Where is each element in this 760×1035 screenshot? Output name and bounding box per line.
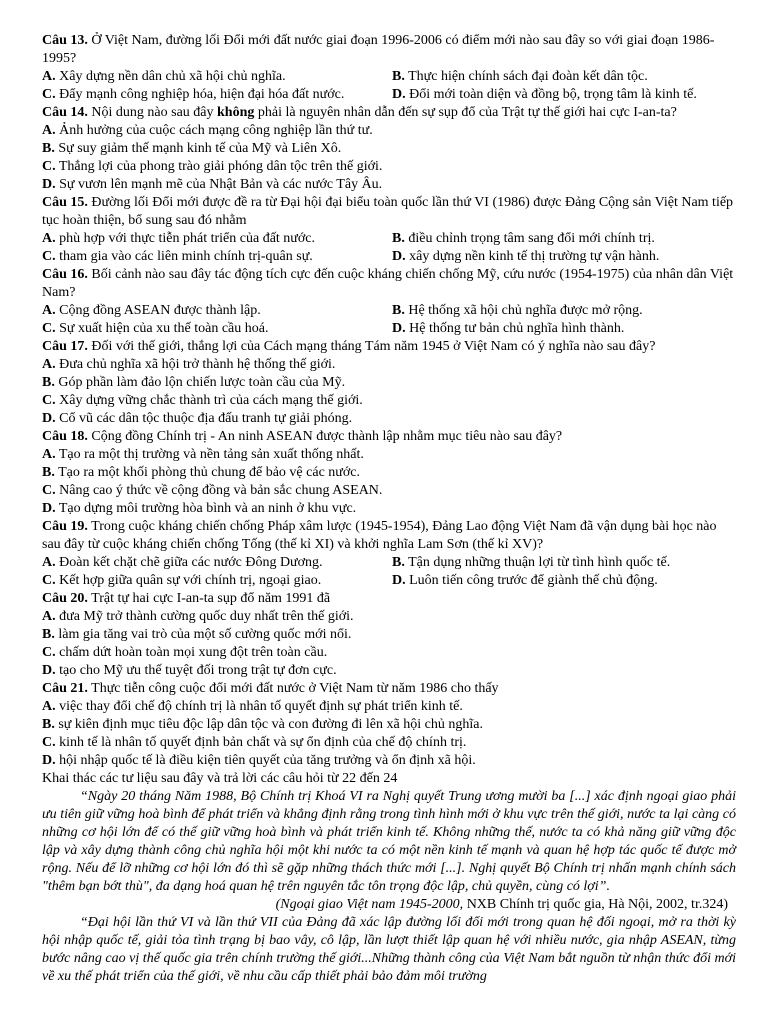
question-17: [42, 338, 736, 428]
passage-quote-1: “Ngày 20 tháng Năm 1988, Bộ Chính trị Khoá VI ra Nghị quyết Trung ương mười ba [...] xác định ngoại giao phải ưu tiên giữ vững hoà bình để phát triển và khẳng định rằng trong tình hình mới ở khu vực trên thế giới, nước ta lại càng có những cơ hội lớn để có thế giữ vững hoà bình và phát triển kinh tế. Không những thế, nước ta có khả năng giữ vững độc lập và xây dựng thành công chủ nghĩa hội một khi nước ta có một nền kinh tế mạnh và quan hệ hợp tác quốc tế được mở rộng. Nếu để lỡ những cơ hội lớn đó thì sẽ gặp những thách thức mới [...]. Nghị quyết Bộ Chính trị nhấn mạnh chính sách "thêm bạn bớt thù", đa dạng hoá quan hệ trên nguyên tắc tôn trọng độc lập, chủ quyền, cùng có lợi”.: [42, 789, 736, 894]
question-label: Câu 16.: [42, 267, 88, 282]
question-label: Câu 17.: [42, 339, 88, 354]
option-c[interactable]: C. tham gia vào các liên minh chính trị-quân sự.: [42, 249, 313, 264]
question-20-stem: Câu 20. Trật tự hai cực I-an-ta sụp đổ năm 1991 đã: [42, 591, 331, 606]
option-c[interactable]: C. Nâng cao ý thức về cộng đồng và bản sắc chung ASEAN.: [42, 483, 383, 498]
question-18: [42, 428, 736, 518]
option-b[interactable]: B. điều chỉnh trọng tâm sang đổi mới chính trị.: [392, 231, 655, 246]
option-a[interactable]: A. việc thay đổi chế độ chính trị là nhân tố quyết định sự phát triển kinh tế.: [42, 699, 463, 714]
question-label: Câu 15.: [42, 195, 88, 210]
option-c[interactable]: C. Đẩy mạnh công nghiệp hóa, hiện đại hóa đất nước.: [42, 87, 345, 102]
option-b[interactable]: B. sự kiên định mục tiêu độc lập dân tộc và con đường đi lên xã hội chủ nghĩa.: [42, 717, 483, 732]
option-a[interactable]: A. Đoàn kết chặt chẽ giữa các nước Đông Dương.: [42, 555, 323, 570]
question-21-stem: Câu 21. Thực tiễn công cuộc đổi mới đất nước ở Việt Nam từ năm 1986 cho thấy: [42, 681, 499, 696]
question-label: Câu 13.: [42, 33, 88, 48]
option-d[interactable]: D. Luôn tiến công trước để giành thế chủ động.: [392, 573, 658, 588]
question-14: [42, 104, 736, 194]
option-d[interactable]: D. Cổ vũ các dân tộc thuộc địa đấu tranh tự giải phóng.: [42, 411, 353, 426]
option-c[interactable]: C. Xây dựng vững chắc thành trì của cách mạng thế giới.: [42, 393, 363, 408]
option-c[interactable]: C. Kết hợp giữa quân sự với chính trị, ngoại giao.: [42, 573, 322, 588]
passage-source-1: (Ngoại giao Việt nam 1945-2000, NXB Chính trị quốc gia, Hà Nội, 2002, tr.324): [275, 897, 728, 912]
option-a[interactable]: A. đưa Mỹ trở thành cường quốc duy nhất trên thế giới.: [42, 609, 354, 624]
question-16-stem: Câu 16. Bối cảnh nào sau đây tác động tích cực đến cuộc kháng chiến chống Mỹ, cứu nước (1954-1975) của nhân dân Việt Nam?: [42, 267, 734, 300]
option-d[interactable]: D. hội nhập quốc tế là điều kiện tiên quyết của tăng trưởng và ổn định xã hội.: [42, 753, 476, 768]
question-label: Câu 19.: [42, 519, 88, 534]
option-d[interactable]: D. xây dựng nền kinh tế thị trường tự vận hành.: [392, 249, 660, 264]
option-a[interactable]: A. Ảnh hưởng của cuộc cách mạng công nghiệp lần thứ tư.: [42, 123, 373, 138]
option-b[interactable]: B. Tạo ra một khối phòng thủ chung để bảo vệ các nước.: [42, 465, 360, 480]
option-row: [42, 302, 736, 320]
question-21: [42, 680, 736, 770]
reading-passage: [42, 770, 736, 986]
option-a[interactable]: A. Tạo ra một thị trường và nền tảng sản xuất thống nhất.: [42, 447, 364, 462]
question-15-stem: Câu 15. Đường lối Đổi mới được đề ra từ Đại hội đại biểu toàn quốc lần thứ VI (1986) được Đảng Cộng sản Việt Nam tiếp tục hoàn thiện, bổ sung sau đó nhằm: [42, 195, 734, 228]
option-d[interactable]: D. tạo cho Mỹ ưu thế tuyệt đối trong trật tự đơn cực.: [42, 663, 337, 678]
question-13-stem: Câu 13. Ở Việt Nam, đường lối Đổi mới đất nước giai đoạn 1996-2006 có điểm mới nào sau đây so với giai đoạn 1986-1995?: [42, 33, 715, 66]
question-14-stem: Câu 14. Nội dung nào sau đây không phải là nguyên nhân dẫn đến sự sụp đổ của Trật tự thế giới hai cực I-an-ta?: [42, 105, 677, 120]
option-c[interactable]: C. Sự xuất hiện của xu thế toàn cầu hoá.: [42, 321, 269, 336]
option-row: [42, 320, 736, 338]
option-a[interactable]: A. phù hợp với thực tiễn phát triển của đất nước.: [42, 231, 316, 246]
option-row: [42, 248, 736, 266]
option-a[interactable]: A. Đưa chủ nghĩa xã hội trở thành hệ thống thế giới.: [42, 357, 336, 372]
question-label: Câu 20.: [42, 591, 88, 606]
passage-intro: Khai thác các tư liệu sau đây và trả lời các câu hỏi từ 22 đến 24: [42, 771, 398, 786]
option-c[interactable]: C. chấm dứt hoàn toàn mọi xung đột trên toàn cầu.: [42, 645, 328, 660]
option-b[interactable]: B. làm gia tăng vai trò của một số cường quốc mới nổi.: [42, 627, 352, 642]
option-a[interactable]: A. Xây dựng nền dân chủ xã hội chủ nghĩa.: [42, 69, 286, 84]
question-label: Câu 21.: [42, 681, 88, 696]
option-row: [42, 68, 736, 86]
question-13: [42, 32, 736, 104]
question-17-stem: Câu 17. Đối với thế giới, thắng lợi của Cách mạng tháng Tám năm 1945 ở Việt Nam có ý nghĩa nào sau đây?: [42, 339, 656, 354]
option-b[interactable]: B. Hệ thống xã hội chủ nghĩa được mở rộng.: [392, 303, 643, 318]
question-label: Câu 18.: [42, 429, 88, 444]
option-row: [42, 572, 736, 590]
question-label: Câu 14.: [42, 105, 88, 120]
option-row: [42, 230, 736, 248]
option-d[interactable]: D. Sự vươn lên mạnh mẽ của Nhật Bản và các nước Tây Âu.: [42, 177, 383, 192]
option-c[interactable]: C. Thắng lợi của phong trào giải phóng dân tộc trên thế giới.: [42, 159, 383, 174]
option-b[interactable]: B. Thực hiện chính sách đại đoàn kết dân tộc.: [392, 69, 648, 84]
option-b[interactable]: B. Góp phần làm đảo lộn chiến lược toàn cầu của Mỹ.: [42, 375, 346, 390]
question-15: [42, 194, 736, 266]
question-16: [42, 266, 736, 338]
option-row: [42, 86, 736, 104]
option-b[interactable]: B. Sự suy giảm thế mạnh kinh tế của Mỹ và Liên Xô.: [42, 141, 342, 156]
option-d[interactable]: D. Đổi mới toàn diện và đồng bộ, trọng tâm là kinh tế.: [392, 87, 697, 102]
question-18-stem: Câu 18. Cộng đồng Chính trị - An ninh ASEAN được thành lập nhằm mục tiêu nào sau đây?: [42, 429, 563, 444]
question-19-stem: Câu 19. Trong cuộc kháng chiến chống Pháp xâm lược (1945-1954), Đảng Lao động Việt Nam đã vận dụng bài học nào sau đây từ cuộc kháng chiến chống Tống (thế kỉ XI) và khởi nghĩa Lam Sơn (thế kỉ XV)?: [42, 519, 717, 552]
option-d[interactable]: D. Tạo dựng môi trường hòa bình và an ninh ở khu vực.: [42, 501, 357, 516]
passage-quote-2: “Đại hội lần thứ VI và lần thứ VII của Đảng đã xác lập đường lối đổi mới trong quan hệ đối ngoại, mở ra thời kỳ hội nhập quốc tế, giải tỏa tình trạng bị bao vây, cô lập, lần lượt thiết lập quan hệ với nhiều nước, gia nhập ASEAN, từng bước nâng cao vị thế quốc gia trên chính trường thế giới...Những thành công của Việt Nam bắt nguồn từ nhận thức đổi mới về xu thế phát triển của thế giới, về nhu cầu cấp thiết phải bảo đảm môi trường: [42, 915, 736, 984]
question-19: [42, 518, 736, 590]
option-row: [42, 554, 736, 572]
option-a[interactable]: A. Cộng đồng ASEAN được thành lập.: [42, 303, 261, 318]
option-b[interactable]: B. Tận dụng những thuận lợi từ tình hình quốc tế.: [392, 555, 671, 570]
question-20: [42, 590, 736, 680]
option-d[interactable]: D. Hệ thống tư bản chủ nghĩa hình thành.: [392, 321, 625, 336]
option-c[interactable]: C. kinh tế là nhân tố quyết định bản chất và sự ổn định của chế độ chính trị.: [42, 735, 467, 750]
